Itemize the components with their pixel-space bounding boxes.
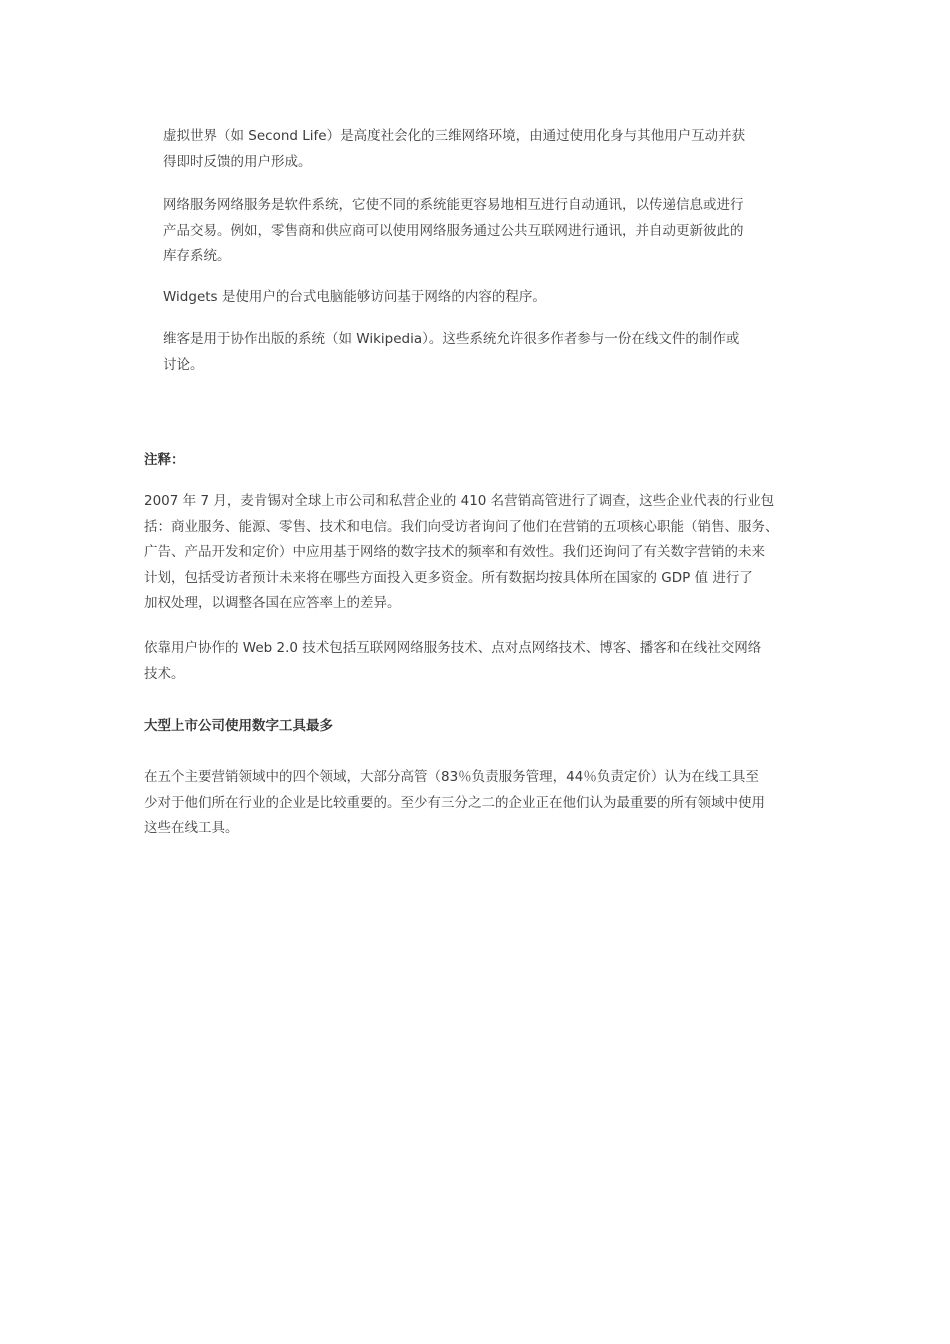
text-line: Widgets 是使用户的台式电脑能够访问基于网络的内容的程序。 — [163, 289, 546, 305]
text-line: 这些在线工具。 — [144, 820, 239, 836]
text-line: 少对于他们所在行业的企业是比较重要的。至少有三分之二的企业正在他们认为最重要的所有领域中使用 — [144, 794, 765, 811]
paragraph-widgets — [163, 285, 546, 311]
section-heading: 大型上市公司使用数字工具最多 — [144, 718, 333, 734]
paragraph-wikis — [163, 327, 739, 378]
text-line: 网络服务网络服务是软件系统，它使不同的系统能更容易地相互进行自动通讯，以传递信息或进行 — [163, 197, 744, 213]
text-line: 得即时反馈的用户形成。 — [163, 153, 312, 170]
text-line: 虚拟世界（如 Second Life）是高度社会化的三维网络环境，由通过使用化身与其他用户互动并获 — [163, 128, 746, 144]
paragraph-web-services — [163, 193, 744, 270]
text-line: 库存系统。 — [163, 248, 231, 264]
text-line: 技术。 — [144, 665, 185, 682]
text-line: 计划，包括受访者预计未来将在哪些方面投入更多资金。所有数据均按具体所在国家的 GDP 值 进行了 — [144, 569, 753, 586]
paragraph-virtual-worlds — [163, 124, 745, 175]
text-line: 广告、产品开发和定价）中应用基于网络的数字技术的频率和有效性。我们还询问了有关数字营销的未来 — [144, 544, 765, 560]
text-line: 括：商业服务、能源、零售、技术和电信。我们向受访者询问了他们在营销的五项核心职能（销售、服务、 — [144, 518, 779, 535]
text-line: 维客是用于协作出版的系统（如 Wikipedia）。这些系统允许很多作者参与一份在线文件的制作或 — [163, 331, 740, 347]
text-line: 2007 年 7 月，麦肯锡对全球上市公司和私营企业的 410 名营销高管进行了调查，这些企业代表的行业包 — [144, 493, 775, 509]
paragraph-web20-note — [144, 636, 761, 687]
text-line: 依靠用户协作的 Web 2.0 技术包括互联网网络服务技术、点对点网络技术、博客、播客和在线社交网络 — [144, 640, 762, 656]
text-line: 讨论。 — [163, 356, 204, 373]
paragraph-survey-note — [144, 489, 779, 617]
notes-heading: 注释： — [144, 452, 185, 468]
text-line: 加权处理，以调整各国在应答率上的差异。 — [144, 595, 401, 611]
text-line: 产品交易。例如，零售商和供应商可以使用网络服务通过公共互联网进行通讯，并自动更新彼此的 — [163, 222, 744, 239]
text-line: 在五个主要营销领域中的四个领域，大部分高管（83％负责服务管理，44％负责定价）认为在线工具至 — [144, 769, 759, 785]
paragraph-section-body — [144, 765, 765, 842]
